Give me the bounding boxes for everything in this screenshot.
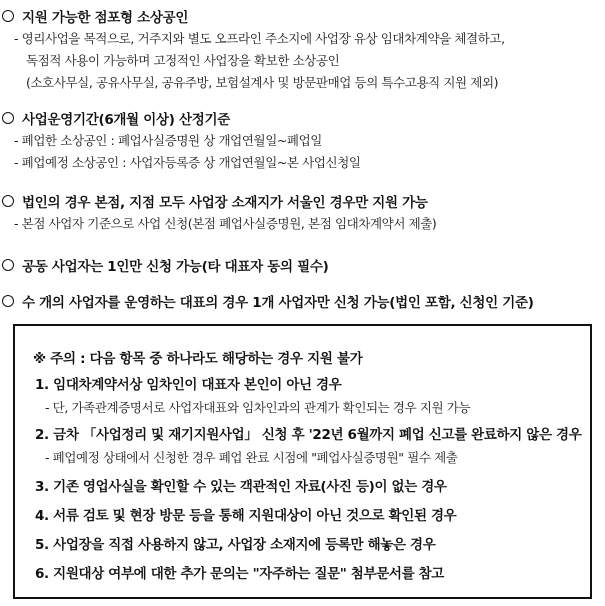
corporation-section xyxy=(0,189,605,235)
section-heading xyxy=(0,289,605,313)
section-heading xyxy=(0,4,605,28)
notice-item-sub: - 단, 가족관계증명서로 사업자대표와 임차인과의 관계가 확인되는 경우 지원 가능 xyxy=(45,400,471,415)
section-heading-text: 법인의 경우 본점, 지점 모두 사업장 소재지가 서울인 경우만 지원 가능 xyxy=(22,195,428,211)
eligible-section xyxy=(0,4,605,94)
notice-item: 6. 지원대상 여부에 대한 추가 문의는 "자주하는 질문" 첨부문서를 참고 xyxy=(35,566,444,582)
section-heading-text: 지원 가능한 점포형 소상공인 xyxy=(22,10,189,26)
notice-title: ※ 주의 : 다음 항목 중 하나라도 해당하는 경우 지원 불가 xyxy=(33,351,363,367)
section-line: - 영리사업을 목적으로, 거주지와 별도 오프라인 주소지에 사업장 유상 임대차계약을 체결하고, xyxy=(14,31,505,46)
notice-item: 3. 기존 영업사실을 확인할 수 있는 객관적인 자료(사진 등)이 없는 경우 xyxy=(35,479,447,495)
section-line: - 폐업한 소상공인 : 폐업사실증명원 상 개업연월일~폐업일 xyxy=(14,133,322,148)
notice-item: 5. 사업장을 직접 사용하지 않고, 사업장 소재지에 등록만 해놓은 경우 xyxy=(35,537,436,553)
section-line: - 폐업예정 소상공인 : 사업자등록증 상 개업연월일~본 사업신청일 xyxy=(14,155,361,170)
section-heading xyxy=(0,253,605,277)
section-heading xyxy=(0,189,605,213)
circle-bullet-icon xyxy=(2,195,14,207)
notice-item-sub: - 폐업예정 상태에서 신청한 경우 폐업 완료 시점에 "폐업사실증명원" 필수 제출 xyxy=(45,450,458,465)
circle-bullet-icon xyxy=(2,112,14,124)
circle-bullet-icon xyxy=(2,259,14,271)
operation-period-section xyxy=(0,106,605,174)
section-line: (소호사무실, 공유사무실, 공유주방, 보험설계사 및 방문판매업 등의 특수고용직 지원 제외) xyxy=(26,75,499,90)
notice-content xyxy=(33,348,581,585)
notice-item: 2. 금차 「사업정리 및 재기지원사업」 신청 후 '22년 6월까지 폐업 신고를 완료하지 않은 경우 xyxy=(35,427,582,443)
section-line: - 본점 사업자 기준으로 사업 신청(본점 폐업사실증명원, 본점 임대차계약서 제출) xyxy=(14,216,437,231)
section-heading-text: 사업운영기간(6개월 이상) 산정기준 xyxy=(22,112,231,128)
notice-item: 1. 임대차계약서상 임차인이 대표자 본인이 아닌 경우 xyxy=(35,377,342,393)
section-heading-text: 공동 사업자는 1인만 신청 가능(타 대표자 동의 필수) xyxy=(22,259,329,275)
section-heading xyxy=(0,106,605,130)
notice-box xyxy=(13,324,592,599)
notice-item: 4. 서류 검토 및 현장 방문 등을 통해 지원대상이 아닌 것으로 확인된 경우 xyxy=(35,508,457,524)
circle-bullet-icon xyxy=(2,10,14,22)
multiple-business-section xyxy=(0,289,605,313)
joint-business-section xyxy=(0,253,605,277)
section-heading-text: 수 개의 사업자를 운영하는 대표의 경우 1개 사업자만 신청 가능(법인 포함, 신청인 기준) xyxy=(22,295,534,311)
circle-bullet-icon xyxy=(2,295,14,307)
section-line: 독점적 사용이 가능하며 고정적인 사업장을 확보한 소상공인 xyxy=(26,53,340,68)
